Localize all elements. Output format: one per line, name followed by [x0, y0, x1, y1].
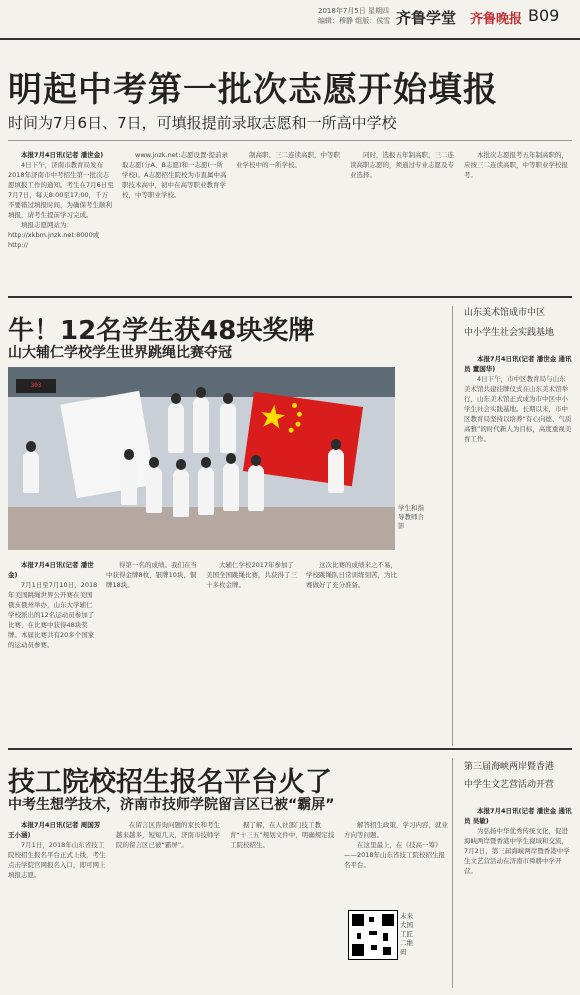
article1-text-1: 4日下午，济南市教育局发布2018年济南市中考招生第一批次志愿填报工作的通知。考生在7月6日至7月7日，每天8:00至17:00，千万不要错过填报时间，为确保考生顺利填报，请考生提前学习完成。: [8, 161, 114, 219]
article1-text-2: www.jnzk.net:志愿设置·提前录取志愿(分A、B志愿)和一志愿(一所学校)。A志愿招生院校为市直属中高职技术高中，初中在高等职业教育学校，中等职业学校。: [122, 151, 228, 199]
article3-text-4: 解答招生政策，学习内容，就业方向等问题。: [344, 821, 448, 839]
article2-text-3: 大辅仁学校2017年参加了美国全国跳绳比赛，共获得了三十多枚金牌。: [206, 561, 297, 589]
student-figure: [220, 403, 236, 453]
sidebar1-byline: 本报7月4日讯(记者 潘世金 通讯员 董国华): [464, 355, 572, 373]
photo-caption: 学生和指导教师合影: [398, 504, 424, 530]
article2-column-1: [8, 560, 98, 740]
article1-column-3: [236, 150, 342, 292]
article3-text-3: 据了解，在人社部门技工教育“十三五”规划文件中，明确规定技工院校招生。: [230, 821, 335, 849]
team-photo: [8, 367, 395, 550]
school-flag: [60, 391, 155, 498]
article2-subhead: 山大辅仁学校学生世界跳绳比赛夺冠: [8, 345, 232, 361]
article1-byline: 本报7月4日讯(记者 潘世金): [21, 151, 104, 159]
article3-subhead: 中考生想学技术，济南市技师学院留言区已被“霸屏”: [8, 797, 335, 813]
qr-code-icon[interactable]: [348, 910, 398, 960]
article3-text-5: 在这里最上，在《技高一筹》——2018年山东省技工院校招生报名平台。: [344, 841, 446, 869]
article2-column-4: [306, 560, 398, 740]
article2-text-2: 得第一名的成绩。我们在当中获得金牌8枚，银牌10块，铜牌18块。: [106, 561, 197, 589]
article1-headline: 明起中考第一批次志愿开始填报: [8, 70, 498, 110]
article2-byline: 本报7月4日讯(记者 潘世金): [8, 561, 94, 579]
section-title: 齐鲁学堂: [396, 9, 457, 27]
article3-column-4: [344, 820, 448, 904]
sidebar2-title2: 中学生文艺营活动开营: [464, 780, 555, 790]
article1-column-2: [122, 150, 228, 292]
sidebar-divider-2: [452, 758, 453, 988]
article1-column-1: [8, 150, 114, 292]
article1-rule: [8, 140, 572, 141]
sidebar1-title: 山东美术馆成市中区: [464, 308, 546, 318]
article1-column-5: [464, 150, 572, 292]
sidebar2-title: 第三届海峡两岸暨香港: [464, 762, 555, 772]
sidebar-divider: [452, 306, 453, 746]
page-number: B09: [528, 6, 560, 25]
article3-column-3: [230, 820, 336, 990]
teacher-figure: [193, 397, 209, 453]
article1-text-3: 制高职、三二连读高职，中等职业学校中的一所学校。: [236, 151, 340, 169]
article1-text-4: 同时，选报五年制高职，三二连读高职志愿的，须通过专业志愿及专业选择。: [350, 151, 454, 179]
article2-text-1: 7月1日至7月10日，2018年美国跳绳世界公开赛在美国俄亥俄州举办，山东大学辅仁学校派出的12名运动员参加了比赛，在比赛中获得48块奖牌。本届比赛共有20多个国家的运动员参赛。: [8, 581, 98, 649]
sidebar1-body: [464, 354, 572, 744]
article3-byline: 本报7月4日讯(记者 周国芳 王小涵): [8, 821, 101, 839]
sidebar1-title2: 中小学生社会实践基地: [464, 328, 555, 338]
issue-date: 2018年7月5日 星期四: [318, 7, 389, 15]
section-divider-2: [8, 748, 572, 750]
student-figure: [121, 459, 137, 505]
student-figure: [23, 451, 39, 493]
student-figure: [146, 467, 162, 513]
article1-text-5: 本批次志愿报考五年制高职的，应按三二连读高职，中等职业学校报考。: [464, 151, 568, 179]
qr-caption: 未来大国工匠二维码: [400, 912, 413, 956]
newspaper-logo: 齐鲁晚报: [470, 12, 523, 27]
article3-headline: 技工院校招生报名平台火了: [8, 767, 332, 798]
article3-column-2: [116, 820, 222, 990]
article2-column-2: [106, 560, 198, 740]
article1-subhead: 时间为7月6日、7日，可填报提前录取志愿和一所高中学校: [8, 114, 397, 132]
section-divider: [8, 296, 572, 298]
student-figure: [223, 463, 239, 511]
student-figure: [168, 403, 184, 453]
sidebar2-body: [464, 806, 572, 990]
student-figure: [328, 449, 344, 493]
article1-column-4: [350, 150, 456, 292]
student-figure: [173, 469, 189, 517]
student-figure: [248, 465, 264, 511]
editor-credits: 编辑：穆静 组版：侯雪: [318, 17, 391, 25]
article3-column-1: [8, 820, 108, 990]
scoreboard: 303: [16, 379, 56, 393]
sidebar1-text: 4日下午，市中区教育局与山东美术馆共建挂牌仪式在山东美术馆举行，山东美术馆正式成为市中区中小学生社会实践基地。长期以来，市中区教育局坚持以培养“有心向德、气质高雅”的时代新人为目标，高度重视美育工作。: [464, 375, 572, 443]
article2-column-3: [206, 560, 298, 740]
article3-text-2: 在留言区咨询问题的家长和考生越来越多，短短几天，济南市技师学院的留言区已被“霸屏”。: [116, 821, 220, 849]
article2-text-4: 这次比赛的成绩来之不易，学校跳绳队日常训练刻苦，为比赛做好了充分准备。: [306, 561, 397, 589]
article3-text-1: 7月1日，2018年山东省技工院校招生报名平台正式上线，考生点击学院官网报名入口，即可网上填报志愿。: [8, 841, 106, 879]
sidebar2-text: 为弘扬中华优秀传统文化，促进海峡两岸暨香港中学生视域和交流，7月2日，第三届海峡两岸暨香港中学生文艺营活动在济南市舜耕中学开营。: [464, 827, 570, 875]
masthead: [0, 0, 580, 40]
student-figure: [198, 467, 214, 515]
sidebar2-byline: 本报7月4日讯(记者 潘世金 通讯员 吴敏): [464, 807, 572, 825]
article1-text-1b: 填报志愿网站为：http://xkbm.jnzk.net:8000或http://: [8, 221, 100, 249]
article2-headline: 牛！12名学生获48块奖牌: [8, 316, 315, 346]
